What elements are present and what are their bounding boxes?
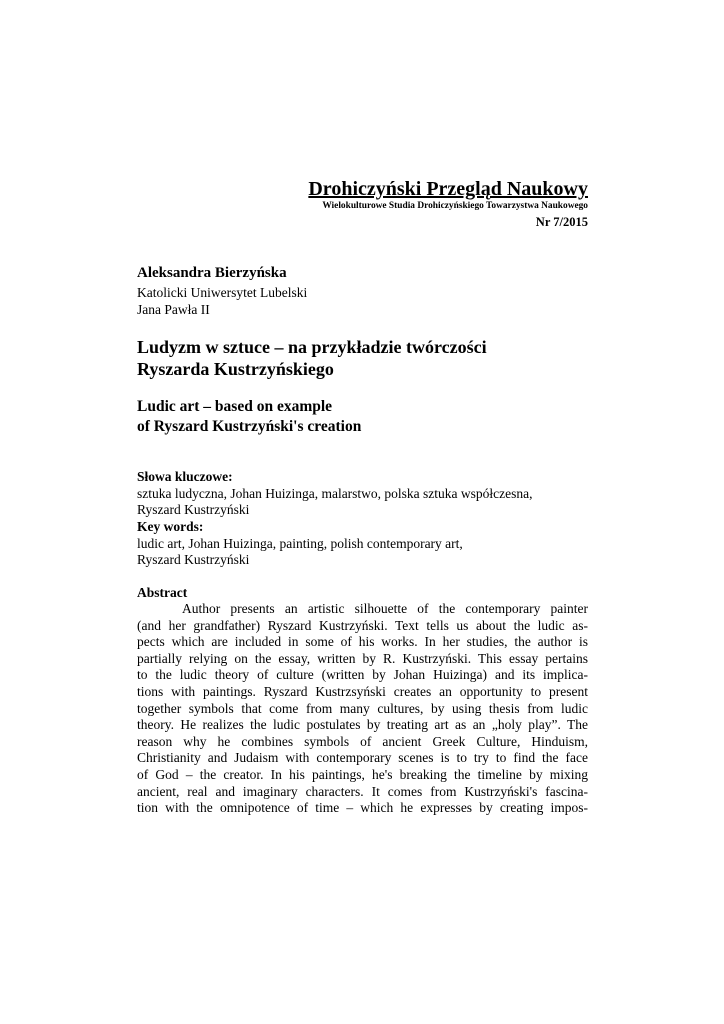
article-title-polish bbox=[137, 336, 487, 380]
keywords-en-heading: Key words: bbox=[137, 519, 204, 534]
abstract-line: together symbols that come from many cultures, by using thesis from ludic bbox=[137, 700, 588, 716]
article-title-english-line1: Ludic art – based on example bbox=[137, 398, 333, 415]
journal-subtitle: Wielokulturowe Studia Drohiczyńskiego Towarzystwa Naukowego bbox=[322, 201, 588, 211]
abstract-line: reason why he combines symbols of ancient Greek Culture, Hinduism, bbox=[137, 733, 588, 749]
abstract-heading: Abstract bbox=[137, 585, 188, 600]
abstract-line: pects which are included in some of his works. In her studies, the author is bbox=[137, 634, 588, 650]
article-title-english bbox=[137, 397, 361, 437]
abstract-line: theory. He realizes the ludic postulates by treating art as an „holy play”. The bbox=[137, 717, 588, 733]
keywords-pl-line1: sztuka ludyczna, Johan Huizinga, malarstwo, polska sztuka współczesna, bbox=[137, 486, 533, 501]
article-title-english-line2: of Ryszard Kustrzyński's creation bbox=[137, 418, 362, 435]
author-affiliation-line2: Jana Pawła II bbox=[137, 302, 210, 317]
author-name: Aleksandra Bierzyńska bbox=[137, 265, 287, 281]
abstract-line: (and her grandfather) Ryszard Kustrzyński. Text tells us about the ludic as- bbox=[137, 617, 588, 633]
keywords-pl-heading: Słowa kluczowe: bbox=[137, 469, 233, 484]
abstract-line: Christianity and Judaism with contemporary scenes is to try to find the face bbox=[137, 750, 588, 766]
abstract-body bbox=[137, 601, 588, 817]
keywords-pl-line2: Ryszard Kustrzyński bbox=[137, 502, 250, 517]
abstract-line: tions with paintings. Ryszard Kustrzsyński creates an opportunity to present bbox=[137, 683, 588, 699]
abstract-line: ancient, real and imaginary characters. It comes from Kustrzyński's fascina- bbox=[137, 783, 588, 799]
abstract-line: tion with the omnipotence of time – which he expresses by creating impos- bbox=[137, 800, 588, 816]
abstract-line: Author presents an artistic silhouette of the contemporary painter bbox=[182, 601, 588, 616]
journal-title: Drohiczyński Przegląd Naukowy bbox=[308, 178, 588, 200]
article-title-polish-line2: Ryszarda Kustrzyńskiego bbox=[137, 359, 334, 379]
keywords-en-line1: ludic art, Johan Huizinga, painting, polish contemporary art, bbox=[137, 536, 463, 551]
journal-issue: Nr 7/2015 bbox=[535, 215, 588, 229]
article-title-polish-line1: Ludyzm w sztuce – na przykładzie twórczości bbox=[137, 337, 487, 357]
abstract-line: of God – the creator. In his paintings, he's breaking the timeline by mixing bbox=[137, 766, 588, 782]
keywords-en-line2: Ryszard Kustrzyński bbox=[137, 552, 250, 567]
abstract-line: partially relying on the essay, written by R. Kustrzyński. This essay pertains bbox=[137, 650, 588, 666]
author-affiliation-line1: Katolicki Uniwersytet Lubelski bbox=[137, 285, 308, 300]
abstract-line: to the ludic theory of culture (written by Johan Huizinga) and its implica- bbox=[137, 667, 588, 683]
